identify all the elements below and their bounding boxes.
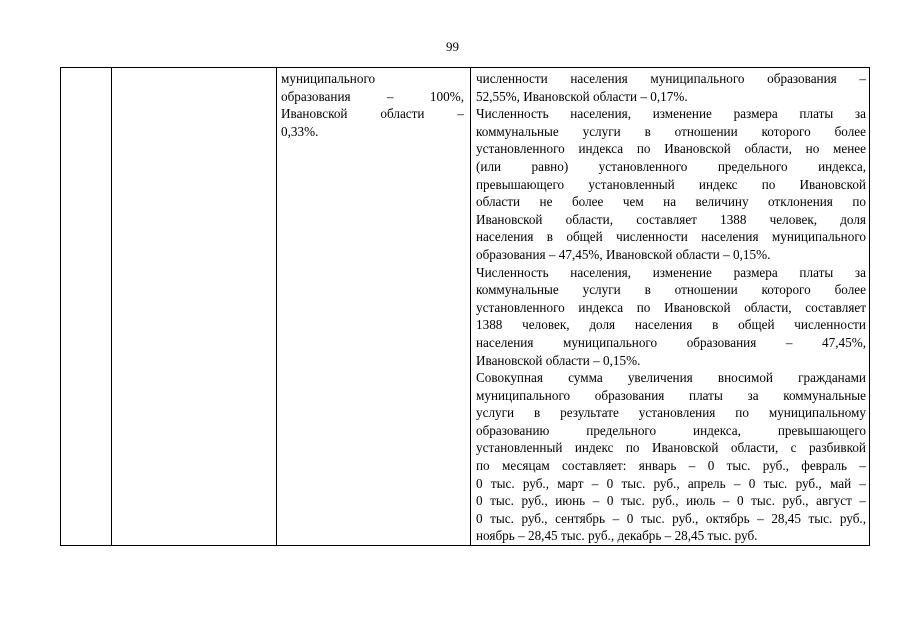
table-cell-col2 (112, 68, 277, 546)
text-line: населения в общей численности населения муниципального (476, 229, 866, 245)
col3-text-block (277, 68, 470, 140)
text-line: образования – 47,45%, Ивановской области – 0,15%. (476, 246, 771, 262)
text-line: 0 тыс. руб., март – 0 тыс. руб., апрель – 0 тыс. руб., май – (476, 475, 866, 491)
text-line: установленного индекса по Ивановской области, но менее (476, 141, 866, 157)
text-line: Численность населения, изменение размера платы за (476, 264, 866, 280)
table-cell-col1 (61, 68, 112, 546)
text-line: 0 тыс. руб., сентябрь – 0 тыс. руб., октябрь – 28,45 тыс. руб., (476, 510, 866, 526)
text-line: численности населения муниципального образования – (476, 71, 866, 86)
text-line: Численность населения, изменение размера платы за (476, 106, 866, 122)
table-cell-col3 (277, 68, 471, 546)
text-line: услуги в результате установления по муниципальному (476, 405, 866, 421)
text-line: образованию предельного индекса, превышающего (476, 422, 866, 438)
text-line: установленного индекса по Ивановской области, составляет (476, 299, 866, 315)
table-cell-col4 (471, 68, 870, 546)
text-line: 0,33%. (281, 123, 319, 139)
text-line: (или равно) установленного предельного индекса, (476, 158, 866, 174)
text-line: коммунальные услуги в отношении которого более (476, 123, 866, 139)
text-line: 0 тыс. руб., июнь – 0 тыс. руб., июль – 0 тыс. руб., август – (476, 493, 866, 509)
col4-text-block (471, 68, 869, 545)
document-table (60, 67, 870, 546)
page-number: 99 (446, 39, 459, 54)
table-row (61, 68, 870, 546)
text-line: 1388 человек, доля населения в общей численности (476, 317, 866, 333)
text-line: 52,55%, Ивановской области – 0,17%. (476, 88, 688, 104)
text-line: ноябрь – 28,45 тыс. руб., декабрь – 28,45 тыс. руб. (476, 528, 758, 544)
text-line: превышающего установленный индекс по Ивановской (476, 176, 866, 192)
text-line: Совокупная сумма увеличения вносимой гражданами (476, 370, 866, 386)
text-line: муниципального (281, 71, 376, 86)
text-line: Ивановской области, составляет 1388 человек, доля (476, 211, 866, 227)
text-line: по месяцам составляет: январь – 0 тыс. руб., февраль – (476, 458, 866, 474)
text-line: коммунальные услуги в отношении которого более (476, 282, 866, 298)
text-line: установленный индекс по Ивановской области, с разбивкой (476, 440, 866, 456)
text-line: Ивановской области – 0,15%. (476, 352, 641, 368)
text-line: населения муниципального образования – 47,45%, (476, 334, 866, 350)
text-line: Ивановской области – (281, 106, 464, 122)
text-line: образования – 100%, (281, 88, 464, 104)
text-line: области не более чем на величину отклонения по (476, 194, 866, 210)
text-line: муниципального образования платы за коммунальные (476, 387, 866, 403)
